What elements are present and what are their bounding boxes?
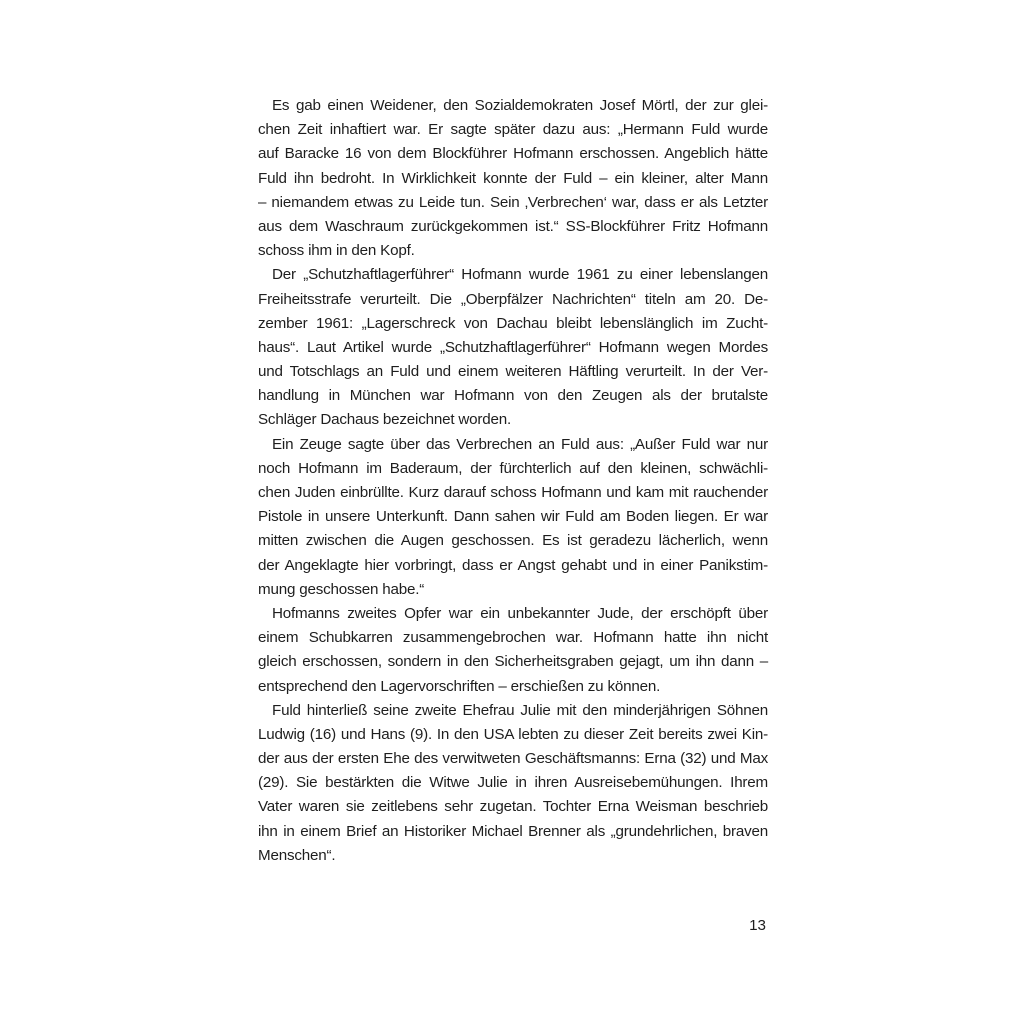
text-line: aus dem Waschraum zurückgekommen ist.“ SS-Blockführer Fritz Hofmann	[258, 217, 768, 235]
text-line: (29). Sie bestärkten die Witwe Julie in ihren Ausreisebemühungen. Ihrem	[258, 774, 768, 792]
text-line: noch Hofmann im Baderaum, der fürchterlich auf den kleinen, schwächli-	[258, 459, 768, 477]
paragraph	[258, 433, 768, 602]
text-line: Ein Zeuge sagte über das Verbrechen an Fuld aus: „Außer Fuld war nur	[272, 435, 768, 453]
text-line: Ludwig (16) und Hans (9). In den USA lebten zu dieser Zeit bereits zwei Kin-	[258, 725, 768, 743]
text-line: Pistole in unsere Unterkunft. Dann sahen wir Fuld am Boden liegen. Er war	[258, 508, 768, 526]
text-line: mitten zwischen die Augen geschossen. Es ist geradezu lächerlich, wenn	[258, 532, 768, 550]
body-text	[258, 94, 768, 868]
text-line: mung geschossen habe.“	[258, 580, 425, 598]
paragraph	[258, 263, 768, 432]
text-line: Hofmanns zweites Opfer war ein unbekannter Jude, der erschöpft über	[272, 604, 768, 622]
text-line: der aus der ersten Ehe des verwitweten Geschäftsmanns: Erna (32) und Max	[258, 750, 768, 768]
text-line: Schläger Dachaus bezeichnet worden.	[258, 411, 512, 429]
text-line: Fuld hinterließ seine zweite Ehefrau Julie mit den minderjährigen Söhnen	[272, 701, 768, 719]
text-line: handlung in München war Hofmann von den Zeugen als der brutalste	[258, 387, 768, 405]
text-line: entsprechend den Lagervorschriften – erschießen zu können.	[258, 677, 661, 695]
paragraph	[258, 94, 768, 263]
text-line: chen Juden einbrüllte. Kurz darauf schoss Hofmann und kam mit rauchender	[258, 484, 768, 501]
paragraph	[258, 602, 768, 699]
text-line: Freiheitsstrafe verurteilt. Die „Oberpfälzer Nachrichten“ titeln am 20. De-	[258, 290, 768, 308]
paragraph	[258, 699, 768, 868]
text-line: haus“. Laut Artikel wurde „Schutzhaftlagerführer“ Hofmann wegen Mordes	[258, 338, 768, 356]
text-line: Menschen“.	[258, 846, 336, 864]
text-line: Vater waren sie zeitlebens sehr zugetan. Tochter Erna Weisman beschrieb	[258, 798, 768, 816]
text-line: zember 1961: „Lagerschreck von Dachau bleibt lebenslänglich im Zucht-	[258, 314, 768, 332]
text-line: der Angeklagte hier vorbringt, dass er Angst gehabt und in einer Panikstim-	[258, 556, 768, 574]
text-line: Es gab einen Weidener, den Sozialdemokraten Josef Mörtl, der zur glei-	[272, 97, 768, 114]
text-line: schoss ihm in den Kopf.	[258, 242, 415, 260]
text-line: gleich erschossen, sondern in den Sicherheitsgraben gejagt, um ihn dann –	[258, 653, 768, 671]
text-line: chen Zeit inhaftiert war. Er sagte später dazu aus: „Hermann Fuld wurde	[258, 121, 768, 139]
page-number: 13	[749, 917, 766, 934]
text-line: auf Baracke 16 von dem Blockführer Hofmann erschossen. Angeblich hätte	[258, 145, 768, 163]
text-line: und Totschlags an Fuld und einem weiteren Häftling verurteilt. In der Ver-	[258, 363, 768, 381]
text-line: Fuld ihn bedroht. In Wirklichkeit konnte der Fuld – ein kleiner, alter Mann	[258, 169, 768, 187]
text-line: Der „Schutzhaftlagerführer“ Hofmann wurde 1961 zu einer lebenslangen	[272, 266, 768, 284]
text-line: ihn in einem Brief an Historiker Michael Brenner als „grundehrlichen, braven	[258, 822, 768, 840]
text-line: – niemandem etwas zu Leide tun. Sein ‚Verbrechen‘ war, dass er als Letzter	[258, 193, 768, 211]
text-line: einem Schubkarren zusammengebrochen war. Hofmann hatte ihn nicht	[258, 629, 768, 647]
